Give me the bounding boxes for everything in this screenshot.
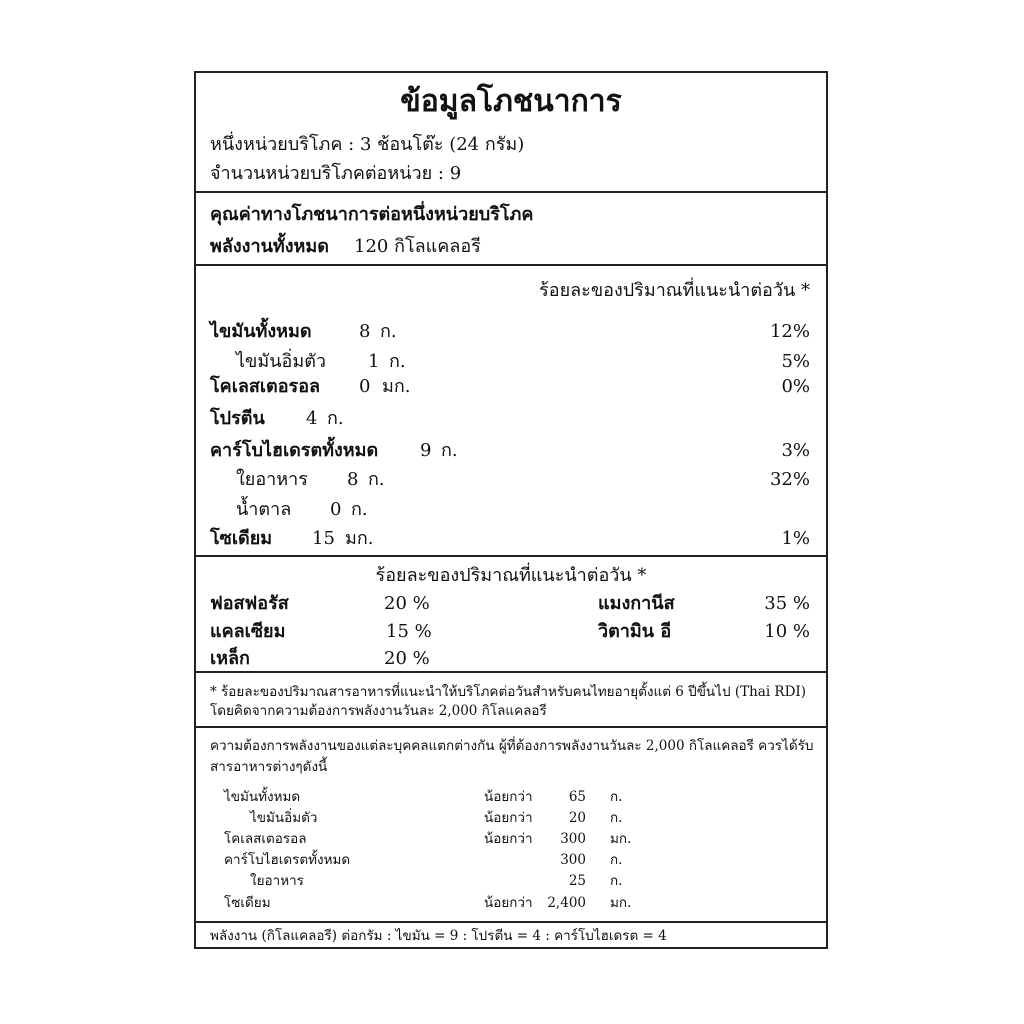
nutrient-unit: มก. xyxy=(382,376,411,397)
serving-size: หนึ่งหน่วยบริโภค : 3 ช้อนโต๊ะ (24 กรัม) xyxy=(210,134,525,155)
requirement-name: ไขมันอิ่มตัว xyxy=(250,810,318,826)
nutrient-amount: 9 xyxy=(420,440,432,461)
nutrient-percent: 5% xyxy=(781,351,810,372)
divider xyxy=(196,671,826,673)
mineral-percent: 20 % xyxy=(384,593,430,614)
divider xyxy=(196,191,826,193)
requirement-qualifier: น้อยกว่า xyxy=(484,810,533,826)
per-serving-heading: คุณค่าทางโภชนาการต่อหนึ่งหน่วยบริโภค xyxy=(210,204,534,225)
nutrient-name: โซเดียม xyxy=(210,528,273,549)
requirements-intro: สารอาหารต่างๆดังนี้ xyxy=(210,759,328,775)
nutrient-unit: ก. xyxy=(368,469,385,490)
requirement-amount: 65 xyxy=(568,789,586,805)
nutrient-unit: ก. xyxy=(327,408,344,429)
requirement-amount: 2,400 xyxy=(547,895,586,911)
mineral-percent: 10 % xyxy=(764,621,810,642)
servings-per-container: จำนวนหน่วยบริโภคต่อหน่วย : 9 xyxy=(210,163,462,184)
nutrient-amount: 0 xyxy=(330,499,342,520)
nutrient-amount: 8 xyxy=(347,469,359,490)
requirement-unit: มก. xyxy=(610,831,632,847)
mineral-percent: 15 % xyxy=(386,621,432,642)
divider xyxy=(196,555,826,557)
nutrient-name: คาร์โบไฮเดรตทั้งหมด xyxy=(210,440,379,461)
nutrient-amount: 1 xyxy=(368,351,380,372)
mineral-name: เหล็ก xyxy=(210,648,250,669)
mineral-name: แคลเซียม xyxy=(210,621,286,642)
nutrient-percent: 3% xyxy=(781,440,810,461)
footnote-line: โดยคิดจากความต้องการพลังงานวันละ 2,000 กิโลแคลอรี xyxy=(210,703,547,719)
nutrient-amount: 15 xyxy=(312,528,335,549)
nutrient-amount: 8 xyxy=(359,321,371,342)
requirement-qualifier: น้อยกว่า xyxy=(484,789,533,805)
requirement-unit: ก. xyxy=(610,789,623,805)
requirement-amount: 300 xyxy=(560,831,586,847)
divider xyxy=(196,921,826,923)
footnote-line: * ร้อยละของปริมาณสารอาหารที่แนะนำให้บริโภคต่อวันสำหรับคนไทยอายุตั้งแต่ 6 ปีขึ้นไป (Thai RDI) xyxy=(210,684,807,700)
requirement-name: ใยอาหาร xyxy=(250,873,304,889)
requirement-unit: ก. xyxy=(610,852,623,868)
nutrient-percent: 32% xyxy=(769,469,810,490)
minerals-heading: ร้อยละของปริมาณที่แนะนำต่อวัน * xyxy=(375,565,647,586)
nutrient-name: โคเลสเตอรอล xyxy=(210,376,321,397)
requirements-intro: ความต้องการพลังงานของแต่ละบุคคลแตกต่างกัน ผู้ที่ต้องการพลังงานวันละ 2,000 กิโลแคลอรี ควรได้รับ xyxy=(210,738,814,754)
mineral-percent: 35 % xyxy=(764,593,810,614)
requirement-amount: 20 xyxy=(568,810,586,826)
requirement-unit: ก. xyxy=(610,873,623,889)
requirement-name: คาร์โบไฮเดรตทั้งหมด xyxy=(224,852,351,868)
nutrient-name: ใยอาหาร xyxy=(236,469,308,490)
requirement-unit: ก. xyxy=(610,810,623,826)
divider xyxy=(196,726,826,728)
mineral-name: แมงกานีส xyxy=(598,593,675,614)
nutrient-name: ไขมันทั้งหมด xyxy=(210,321,312,342)
nutrient-unit: ก. xyxy=(441,440,458,461)
label-title: ข้อมูลโภชนาการ xyxy=(400,84,622,119)
nutrient-amount: 4 xyxy=(306,408,318,429)
mineral-name: ฟอสฟอรัส xyxy=(210,593,289,614)
nutrient-unit: มก. xyxy=(345,528,374,549)
mineral-percent: 20 % xyxy=(384,648,430,669)
nutrient-name: โปรตีน xyxy=(210,408,265,429)
energy-value: 120 กิโลแคลอรี xyxy=(354,236,481,257)
divider xyxy=(196,264,826,266)
requirement-name: โคเลสเตอรอล xyxy=(224,831,307,847)
nutrient-name: ไขมันอิ่มตัว xyxy=(236,351,326,372)
requirement-amount: 300 xyxy=(560,852,586,868)
requirement-amount: 25 xyxy=(568,873,586,889)
nutrient-percent: 0% xyxy=(781,376,810,397)
requirement-qualifier: น้อยกว่า xyxy=(484,831,533,847)
rdi-heading: ร้อยละของปริมาณที่แนะนำต่อวัน * xyxy=(539,280,810,301)
nutrient-amount: 0 xyxy=(359,376,371,397)
nutrient-name: น้ำตาล xyxy=(236,499,292,520)
energy-conversion: พลังงาน (กิโลแคลอรี) ต่อกรัม : ไขมัน = 9 : โปรตีน = 4 : คาร์โบไฮเดรต = 4 xyxy=(210,928,667,944)
nutrient-unit: ก. xyxy=(351,499,368,520)
nutrient-percent: 1% xyxy=(781,528,810,549)
nutrient-unit: ก. xyxy=(389,351,406,372)
requirement-unit: มก. xyxy=(610,895,632,911)
requirement-name: โซเดียม xyxy=(224,895,271,911)
mineral-name: วิตามิน อี xyxy=(598,621,672,642)
energy-label: พลังงานทั้งหมด xyxy=(210,236,329,257)
nutrient-unit: ก. xyxy=(380,321,397,342)
requirement-qualifier: น้อยกว่า xyxy=(484,895,533,911)
nutrient-percent: 12% xyxy=(769,321,810,342)
nutrition-label xyxy=(194,71,828,949)
requirement-name: ไขมันทั้งหมด xyxy=(224,789,301,805)
